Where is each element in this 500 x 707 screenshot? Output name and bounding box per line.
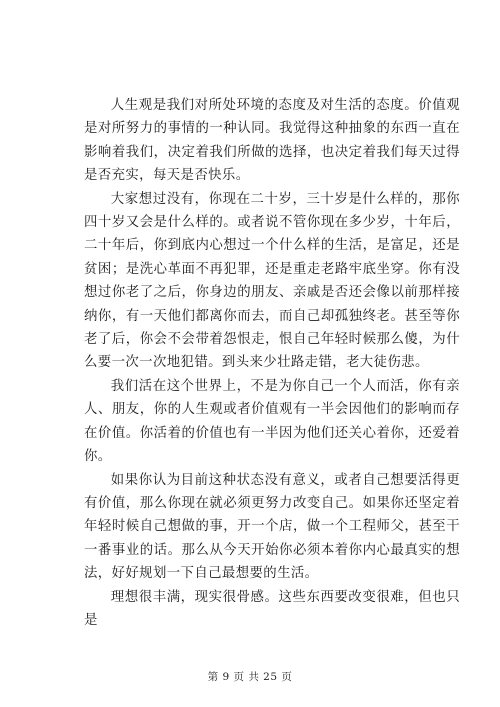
document-body: [84, 94, 460, 632]
paragraph-3: 我们活在这个世界上，不是为你自己一个人而活，你有亲人、朋友，你的人生观或者价值观有一半会因他们的影响而存在价值。你活着的价值也有一半因为他们还关心着你，还爱着你。: [84, 378, 460, 465]
paragraph-5: 理想很丰满，现实很骨感。这些东西要改变很难，但也只是: [84, 589, 460, 628]
page-number-footer: 第 9 页 共 25 页: [207, 671, 293, 683]
paragraph-4: 如果你认为目前这种状态没有意义，或者自己想要活得更有价值，那么你现在就必须更努力改变自己。如果你还坚定着年轻时候自己想做的事，开一个店，做一个工程师父，甚至干一番事业的话。那么从今天开始你必须本着你内心最真实的想法，好好规划一下自己最想要的生活。: [84, 472, 460, 582]
paragraph-2: 大家想过没有，你现在二十岁，三十岁是什么样的，那你四十岁又会是什么样的。或者说不管你现在多少岁，十年后，二十年后，你到底内心想过一个什么样的生活，是富足，还是贫困；是洗心革面不再犯罪，还是重走老路牢底坐穿。你有没想过你老了之后，你身边的朋友、亲戚是否还会像以前那样接纳你，有一天他们都离你而去，而自己却孤独终老。甚至等你老了后，你会不会带着怨恨走，恨自己年轻时候那么傻，为什么要一次一次地犯错。到头来少壮路走错，老大徒伤悲。: [84, 191, 460, 371]
paragraph-1: 人生观是我们对所处环境的态度及对生活的态度。价值观是对所努力的事情的一种认同。我觉得这种抽象的东西一直在影响着我们，决定着我们所做的选择，也决定着我们每天过得是否充实，每天是否快乐。: [84, 98, 460, 184]
